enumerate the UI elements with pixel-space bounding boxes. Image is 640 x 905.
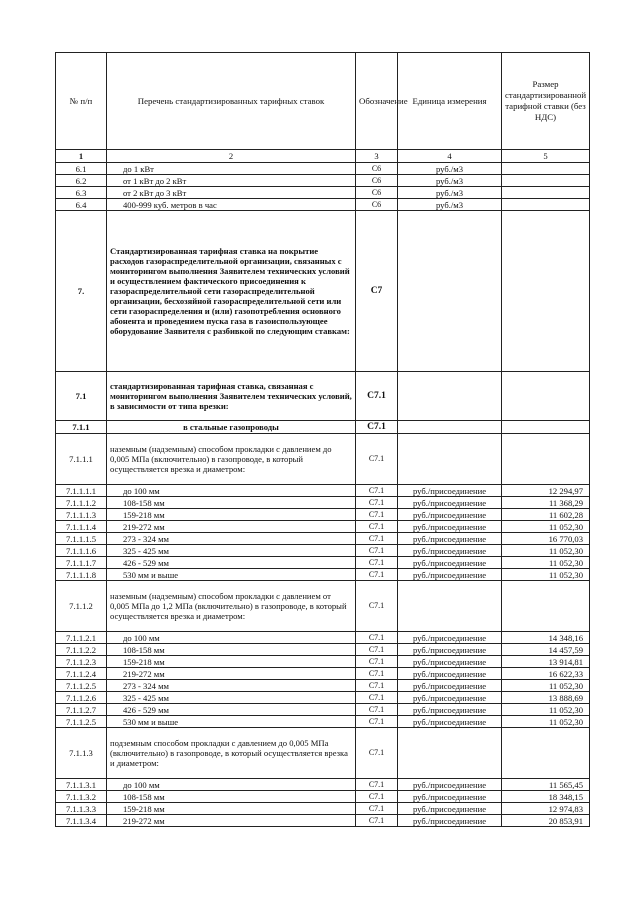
row-number: 6.2	[56, 175, 107, 187]
row-unit: руб./присоединение	[398, 569, 502, 581]
row-description: подземным способом прокладки с давлением до 0,005 МПа (включительно) в газопроводе, в который осуществляется врезка и диаметром:	[107, 728, 356, 779]
row-designation: С7.1	[356, 644, 398, 656]
row-number: 7.1.1.1.7	[56, 557, 107, 569]
table-row	[56, 803, 590, 815]
row-unit	[398, 211, 502, 372]
column-index-row	[56, 150, 590, 163]
table-row	[56, 175, 590, 187]
row-number: 7.1.1.1.4	[56, 521, 107, 533]
row-designation: С7.1	[356, 485, 398, 497]
row-number: 7.1	[56, 372, 107, 421]
row-unit	[398, 728, 502, 779]
row-description: до 100 мм	[107, 485, 356, 497]
table-row	[56, 728, 590, 779]
row-designation: С6	[356, 199, 398, 211]
row-value	[502, 372, 590, 421]
table-row	[56, 434, 590, 485]
row-description: от 1 кВт до 2 кВт	[107, 175, 356, 187]
row-designation: С7.1	[356, 421, 398, 434]
row-value: 13 914,81	[502, 656, 590, 668]
table-row	[56, 779, 590, 791]
row-value: 11 602,28	[502, 509, 590, 521]
header-list: Перечень стандартизированных тарифных ставок	[107, 53, 356, 150]
row-designation: С7.1	[356, 497, 398, 509]
table-header-row	[56, 53, 590, 150]
row-number: 7.1.1.2.2	[56, 644, 107, 656]
row-unit	[398, 421, 502, 434]
row-number: 7.1.1.2.3	[56, 656, 107, 668]
row-designation: С7.1	[356, 533, 398, 545]
row-designation: С7.1	[356, 668, 398, 680]
row-designation: С7.1	[356, 557, 398, 569]
row-number: 6.3	[56, 187, 107, 199]
row-unit: руб./присоединение	[398, 791, 502, 803]
row-designation: С6	[356, 187, 398, 199]
row-description: 273 - 324 мм	[107, 680, 356, 692]
table-row	[56, 199, 590, 211]
row-value	[502, 199, 590, 211]
row-unit: руб./присоединение	[398, 668, 502, 680]
row-description: в стальные газопроводы	[107, 421, 356, 434]
row-number: 6.4	[56, 199, 107, 211]
row-unit: руб./присоединение	[398, 533, 502, 545]
row-number: 7.1.1.3.3	[56, 803, 107, 815]
row-designation: С7.1	[356, 815, 398, 827]
row-designation: С7.1	[356, 434, 398, 485]
row-value: 11 052,30	[502, 704, 590, 716]
table-row	[56, 716, 590, 728]
table-row	[56, 581, 590, 632]
table-row	[56, 187, 590, 199]
column-index: 4	[398, 150, 502, 163]
row-designation: С7	[356, 211, 398, 372]
table-row	[56, 632, 590, 644]
row-description: 426 - 529 мм	[107, 557, 356, 569]
row-number: 7.1.1.1.6	[56, 545, 107, 557]
row-unit: руб./присоединение	[398, 557, 502, 569]
table-row	[56, 545, 590, 557]
row-value: 14 348,16	[502, 632, 590, 644]
row-unit: руб./присоединение	[398, 509, 502, 521]
row-unit	[398, 372, 502, 421]
row-value: 12 294,97	[502, 485, 590, 497]
row-designation: С7.1	[356, 803, 398, 815]
header-rate: Размер стандартизированной тарифной ставки (без НДС)	[502, 53, 590, 150]
table-row	[56, 680, 590, 692]
header-designation: Обозначение	[356, 53, 398, 150]
row-description: стандартизированная тарифная ставка, связанная с мониторингом выполнения Заявителем технических условий, в зависимости от типа врезки:	[107, 372, 356, 421]
row-value	[502, 175, 590, 187]
table-row	[56, 485, 590, 497]
row-number: 7.1.1.3.4	[56, 815, 107, 827]
row-designation: С7.1	[356, 632, 398, 644]
table-row	[56, 533, 590, 545]
row-value	[502, 728, 590, 779]
row-value: 20 853,91	[502, 815, 590, 827]
row-designation: С7.1	[356, 656, 398, 668]
table-row	[56, 704, 590, 716]
row-description: 219-272 мм	[107, 815, 356, 827]
row-unit: руб./присоединение	[398, 803, 502, 815]
row-value: 11 052,30	[502, 545, 590, 557]
row-unit	[398, 434, 502, 485]
tariff-table	[55, 52, 590, 827]
row-description: 108-158 мм	[107, 791, 356, 803]
row-designation: С7.1	[356, 692, 398, 704]
row-description: 530 мм и выше	[107, 716, 356, 728]
row-unit: руб./м3	[398, 199, 502, 211]
row-value: 14 457,59	[502, 644, 590, 656]
row-description: до 1 кВт	[107, 163, 356, 175]
row-number: 7.1.1.2.6	[56, 692, 107, 704]
row-designation: С7.1	[356, 716, 398, 728]
row-designation: С7.1	[356, 545, 398, 557]
row-number: 7.1.1.3	[56, 728, 107, 779]
row-designation: С7.1	[356, 704, 398, 716]
table-row	[56, 656, 590, 668]
header-number: № п/п	[56, 53, 107, 150]
table-row	[56, 815, 590, 827]
row-description: до 100 мм	[107, 779, 356, 791]
row-value: 16 770,03	[502, 533, 590, 545]
table-row	[56, 521, 590, 533]
table-row	[56, 569, 590, 581]
row-number: 7.1.1.2.5	[56, 716, 107, 728]
row-description: 159-218 мм	[107, 509, 356, 521]
row-designation: С7.1	[356, 581, 398, 632]
row-number: 7.1.1.3.1	[56, 779, 107, 791]
row-unit: руб./присоединение	[398, 692, 502, 704]
row-value: 11 565,45	[502, 779, 590, 791]
row-value: 13 888,69	[502, 692, 590, 704]
row-number: 7.1.1.1.3	[56, 509, 107, 521]
row-description: 108-158 мм	[107, 644, 356, 656]
row-value: 11 052,30	[502, 569, 590, 581]
row-designation: С7.1	[356, 569, 398, 581]
table-row	[56, 557, 590, 569]
row-designation: С7.1	[356, 509, 398, 521]
column-index: 5	[502, 150, 590, 163]
row-description: 426 - 529 мм	[107, 704, 356, 716]
row-unit: руб./присоединение	[398, 485, 502, 497]
row-value	[502, 211, 590, 372]
table-row	[56, 421, 590, 434]
row-unit: руб./присоединение	[398, 779, 502, 791]
row-number: 7.1.1.1.2	[56, 497, 107, 509]
row-designation: С7.1	[356, 728, 398, 779]
table-row	[56, 497, 590, 509]
row-description: 530 мм и выше	[107, 569, 356, 581]
row-unit: руб./м3	[398, 187, 502, 199]
table-row	[56, 509, 590, 521]
row-description: 219-272 мм	[107, 521, 356, 533]
row-number: 7.1.1.3.2	[56, 791, 107, 803]
row-unit: руб./м3	[398, 163, 502, 175]
row-number: 6.1	[56, 163, 107, 175]
row-description: 325 - 425 мм	[107, 692, 356, 704]
row-unit: руб./присоединение	[398, 815, 502, 827]
row-description: 273 - 324 мм	[107, 533, 356, 545]
table-row	[56, 163, 590, 175]
row-unit: руб./присоединение	[398, 521, 502, 533]
row-value: 11 052,30	[502, 557, 590, 569]
header-unit: Единица измерения	[398, 53, 502, 150]
row-description: Стандартизированная тарифная ставка на покрытие расходов газораспределительной организации, связанных с мониторингом выполнения Заявителем технических условий и осуществлением фактического присоединения к газораспределительной сети газораспределительной организации, бесхозяйной газораспределительной сети или сети газораспределения и (или) газопотребления основного абонента и проведением пуска газа в газоиспользующее оборудование Заявителя с разбивкой по следующим ставкам:	[107, 211, 356, 372]
row-value	[502, 163, 590, 175]
row-value: 11 368,29	[502, 497, 590, 509]
row-number: 7.1.1.1.8	[56, 569, 107, 581]
column-index: 1	[56, 150, 107, 163]
row-description: 159-218 мм	[107, 656, 356, 668]
row-designation: С6	[356, 175, 398, 187]
row-description: 400-999 куб. метров в час	[107, 199, 356, 211]
row-description: до 100 мм	[107, 632, 356, 644]
row-unit: руб./присоединение	[398, 680, 502, 692]
row-designation: С7.1	[356, 521, 398, 533]
row-number: 7.1.1.1.1	[56, 485, 107, 497]
table-row	[56, 692, 590, 704]
row-description: от 2 кВт до 3 кВт	[107, 187, 356, 199]
row-value: 16 622,33	[502, 668, 590, 680]
row-description: 219-272 мм	[107, 668, 356, 680]
row-unit: руб./присоединение	[398, 545, 502, 557]
row-value: 11 052,30	[502, 716, 590, 728]
row-number: 7.1.1.2.1	[56, 632, 107, 644]
row-value	[502, 187, 590, 199]
row-value	[502, 581, 590, 632]
row-unit: руб./присоединение	[398, 644, 502, 656]
row-value	[502, 421, 590, 434]
row-number: 7.1.1.2	[56, 581, 107, 632]
row-number: 7.1.1.2.5	[56, 680, 107, 692]
row-number: 7.1.1.2.4	[56, 668, 107, 680]
row-description: 325 - 425 мм	[107, 545, 356, 557]
column-index: 3	[356, 150, 398, 163]
row-description: наземным (надземным) способом прокладки с давлением от 0,005 МПа до 1,2 МПа (включительно) в газопроводе, в который осуществляется врезка и диаметром:	[107, 581, 356, 632]
row-designation: С7.1	[356, 680, 398, 692]
row-unit: руб./м3	[398, 175, 502, 187]
row-value: 18 348,15	[502, 791, 590, 803]
table-row	[56, 791, 590, 803]
column-index: 2	[107, 150, 356, 163]
table-row	[56, 644, 590, 656]
row-number: 7.	[56, 211, 107, 372]
table-row	[56, 211, 590, 372]
row-unit	[398, 581, 502, 632]
table-row	[56, 372, 590, 421]
row-number: 7.1.1.2.7	[56, 704, 107, 716]
row-number: 7.1.1.1	[56, 434, 107, 485]
row-value: 12 974,83	[502, 803, 590, 815]
row-unit: руб./присоединение	[398, 716, 502, 728]
row-designation: С7.1	[356, 372, 398, 421]
row-designation: С7.1	[356, 791, 398, 803]
row-number: 7.1.1	[56, 421, 107, 434]
table-row	[56, 668, 590, 680]
row-designation: С6	[356, 163, 398, 175]
row-value: 11 052,30	[502, 521, 590, 533]
row-description: 108-158 мм	[107, 497, 356, 509]
row-value: 11 052,30	[502, 680, 590, 692]
row-number: 7.1.1.1.5	[56, 533, 107, 545]
row-description: 159-218 мм	[107, 803, 356, 815]
row-unit: руб./присоединение	[398, 632, 502, 644]
row-unit: руб./присоединение	[398, 704, 502, 716]
row-unit: руб./присоединение	[398, 497, 502, 509]
row-value	[502, 434, 590, 485]
row-unit: руб./присоединение	[398, 656, 502, 668]
row-designation: С7.1	[356, 779, 398, 791]
row-description: наземным (надземным) способом прокладки с давлением до 0,005 МПа (включительно) в газопроводе, в который осуществляется врезка и диаметром:	[107, 434, 356, 485]
